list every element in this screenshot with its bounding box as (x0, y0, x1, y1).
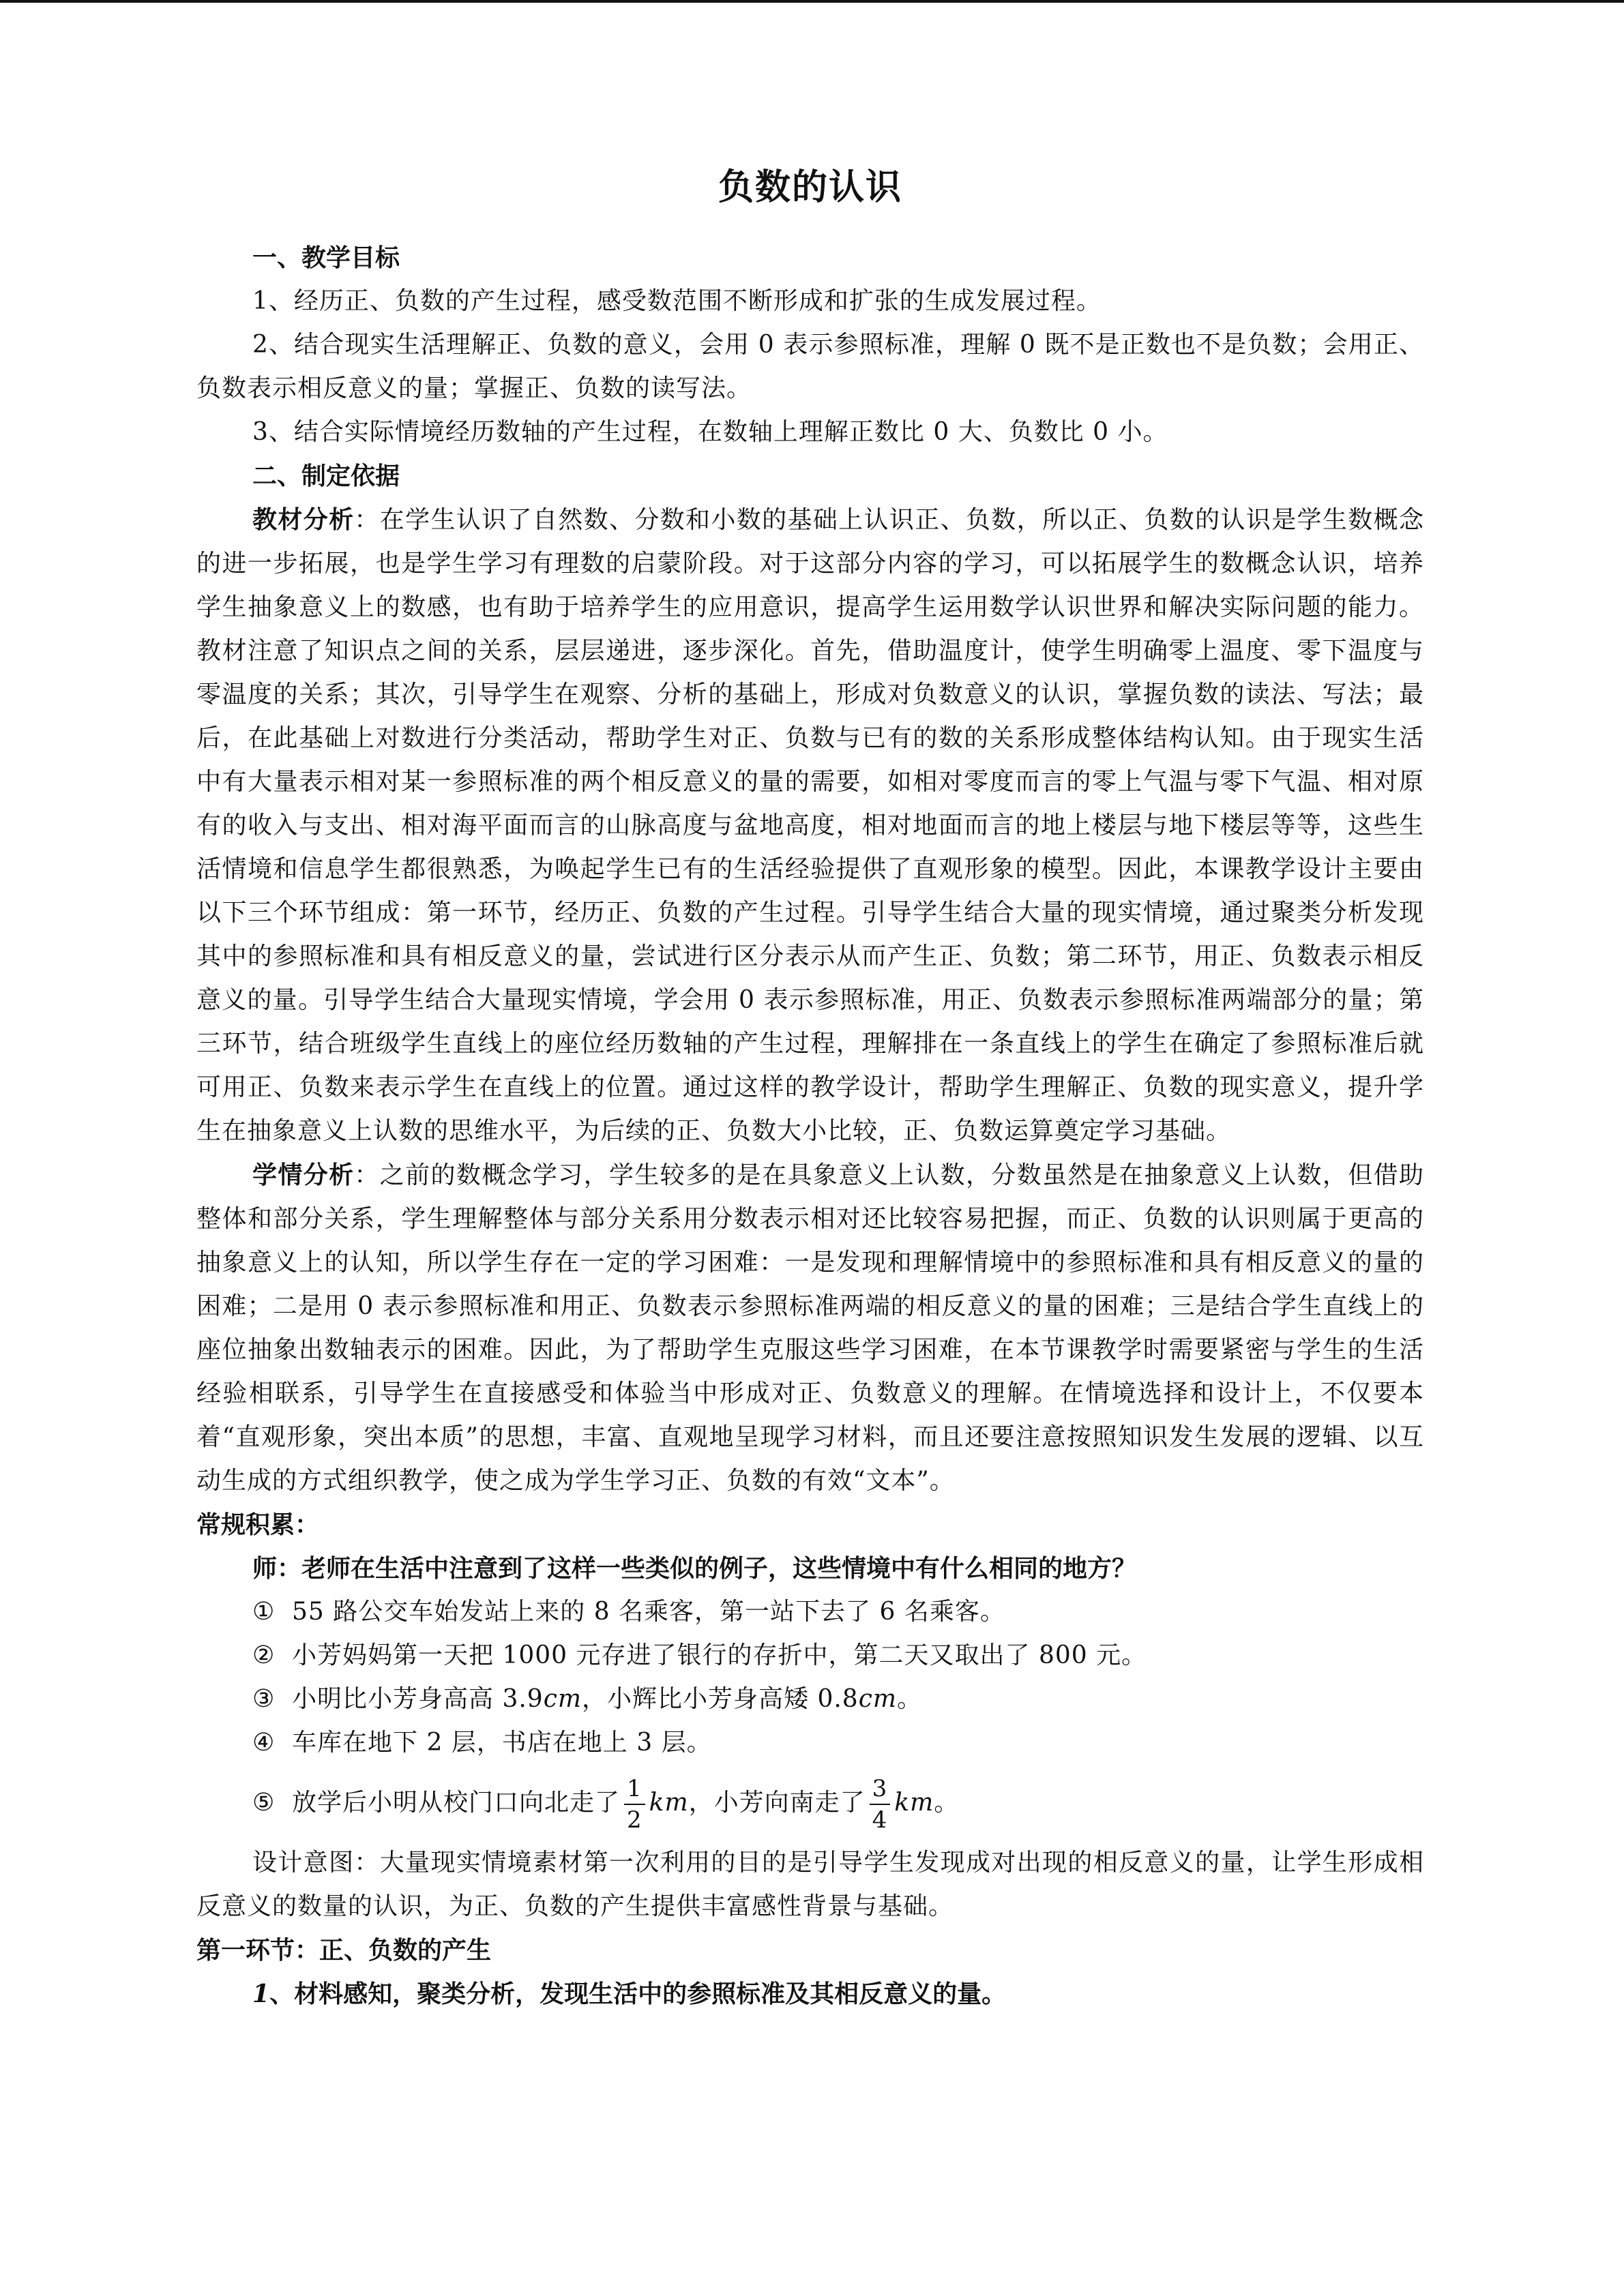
fraction-numerator: 1 (624, 1774, 645, 1805)
item-text-post: 。 (897, 1685, 923, 1713)
stage1-subheading (196, 1972, 1424, 2016)
stage1-sub-number: 1 (252, 1980, 270, 2008)
list-item (196, 1590, 1424, 1634)
learner-analysis-lead: 学情分析 (252, 1161, 355, 1189)
unit-km: km (894, 1789, 934, 1817)
unit-cm: cm (858, 1685, 898, 1713)
top-border-line (0, 0, 1624, 3)
fraction-three-quarters (870, 1774, 891, 1835)
fraction-denominator: 4 (872, 1806, 888, 1834)
item-text: 55 路公交车始发站上来的 8 名乘客，第一站下去了 6 名乘客。 (292, 1598, 1005, 1626)
textbook-analysis-lead: 教材分析 (252, 505, 355, 534)
unit-cm: cm (543, 1685, 582, 1713)
section-heading-basis: 二、制定依据 (252, 462, 400, 490)
item-text: 小芳妈妈第一天把 1000 元存进了银行的存折中，第二天又取出了 800 元。 (292, 1641, 1147, 1669)
learner-analysis-text: ：之前的数概念学习，学生较多的是在具象意义上认数，分数虽然是在抽象意义上认数，但借助整体和部分关系，学生理解整体与部分关系用分数表示相对还比较容易把握，而正、负数的认识则属于更高的抽象意义上的认知，所以学生存在一定的学习困难：一是发现和理解情境中的参照标准和具有相反意义的量的困难；二是用 0 表示参照标准和用正、负数表示参照标准两端的相反意义的量的困难；三是结合学生直线上的座位抽象出数轴表示的困难。因此，为了帮助学生克服这些学习困难，在本节课教学时需要紧密与学生的生活经验相联系，引导学生在直接感受和体验当中形成对正、负数意义的理解。在情境选择和设计上，不仅要本着“直观形象，突出本质”的思想，丰富、直观地呈现学习材料，而且还要注意按照知识发生发展的逻辑、以互动生成的方式组织教学，使之成为学生学习正、负数的有效“文本”。 (196, 1161, 1424, 1495)
section-heading-teaching-goals: 一、教学目标 (252, 243, 400, 272)
list-item (196, 1678, 1424, 1721)
item-number: ③ (252, 1685, 276, 1713)
item-number: ④ (252, 1729, 276, 1757)
item-text-pre: 放学后小明从校门口向北走了 (292, 1789, 621, 1817)
stage1-sub-text: 、材料感知，聚类分析，发现生活中的参照标准及其相反意义的量。 (269, 1980, 1007, 2008)
teacher-question: 师：老师在生活中注意到了这样一些类似的例子，这些情境中有什么相同的地方？ (252, 1554, 1137, 1583)
fraction-denominator: 2 (627, 1806, 643, 1834)
routine-heading: 常规积累： (196, 1510, 320, 1539)
goal-item: 2、结合现实生活理解正、负数的意义，会用 0 表示参照标准，理解 0 既不是正数也不是负数；会用正、负数表示相反意义的量；掌握正、负数的读写法。 (196, 331, 1424, 402)
item-text: 车库在地下 2 层，书店在地上 3 层。 (292, 1729, 712, 1757)
stage1-heading: 第一环节：正、负数的产生 (196, 1936, 492, 1965)
item-text-post: 。 (934, 1789, 960, 1817)
fraction-one-half (624, 1774, 645, 1835)
unit-km: km (649, 1789, 689, 1817)
list-item (196, 1765, 1424, 1841)
goal-item: 1、经历正、负数的产生过程，感受数范围不断形成和扩张的生成发展过程。 (252, 287, 1102, 315)
item-text-pre: 小明比小芳身高高 3.9 (292, 1685, 544, 1713)
design-intent-paragraph: 设计意图：大量现实情境素材第一次利用的目的是引导学生发现成对出现的相反意义的量，让学生形成相反意义的数量的认识，为正、负数的产生提供丰富感性背景与基础。 (196, 1849, 1424, 1920)
item-number: ② (252, 1641, 276, 1669)
textbook-analysis-paragraph (196, 498, 1424, 1153)
document-page (196, 164, 1424, 2016)
page-title: 负数的认识 (718, 166, 902, 208)
item-text-mid: ，小芳向南走了 (688, 1789, 866, 1817)
goal-item: 3、结合实际情境经历数轴的产生过程，在数轴上理解正数比 0 大、负数比 0 小。 (252, 418, 1168, 446)
fraction-numerator: 3 (870, 1774, 891, 1805)
textbook-analysis-text: ：在学生认识了自然数、分数和小数的基础上认识正、负数，所以正、负数的认识是学生数概念的进一步拓展，也是学生学习有理数的启蒙阶段。对于这部分内容的学习，可以拓展学生的数概念认识，培养学生抽象意义上的数感，也有助于培养学生的应用意识，提高学生运用数学认识世界和解决实际问题的能力。教材注意了知识点之间的关系，层层递进，逐步深化。首先，借助温度计，使学生明确零上温度、零下温度与零温度的关系；其次，引导学生在观察、分析的基础上，形成对负数意义的认识，掌握负数的读法、写法；最后，在此基础上对数进行分类活动，帮助学生对正、负数与已有的数的关系形成整体结构认知。由于现实生活中有大量表示相对某一参照标准的两个相反意义的量的需要，如相对零度而言的零上气温与零下气温、相对原有的收入与支出、相对海平面而言的山脉高度与盆地高度，相对地面而言的地上楼层与地下楼层等等，这些生活情境和信息学生都很熟悉，为唤起学生已有的生活经验提供了直观形象的模型。因此，本课教学设计主要由以下三个环节组成：第一环节，经历正、负数的产生过程。引导学生结合大量的现实情境，通过聚类分析发现其中的参照标准和具有相反意义的量，尝试进行区分表示从而产生正、负数；第二环节，用正、负数表示相反意义的量。引导学生结合大量现实情境，学会用 0 表示参照标准，用正、负数表示参照标准两端部分的量；第三环节，结合班级学生直线上的座位经历数轴的产生过程，理解排在一条直线上的学生在确定了参照标准后就可用正、负数来表示学生在直线上的位置。通过这样的教学设计，帮助学生理解正、负数的现实意义，提升学生在抽象意义上认数的思维水平，为后续的正、负数大小比较，正、负数运算奠定学习基础。 (196, 506, 1424, 1145)
list-item (196, 1721, 1424, 1765)
item-number: ① (252, 1598, 276, 1626)
list-item (196, 1634, 1424, 1678)
item-text-mid: ，小辉比小芳身高矮 0.8 (582, 1685, 859, 1713)
learner-analysis-paragraph (196, 1153, 1424, 1503)
item-number: ⑤ (252, 1789, 276, 1817)
